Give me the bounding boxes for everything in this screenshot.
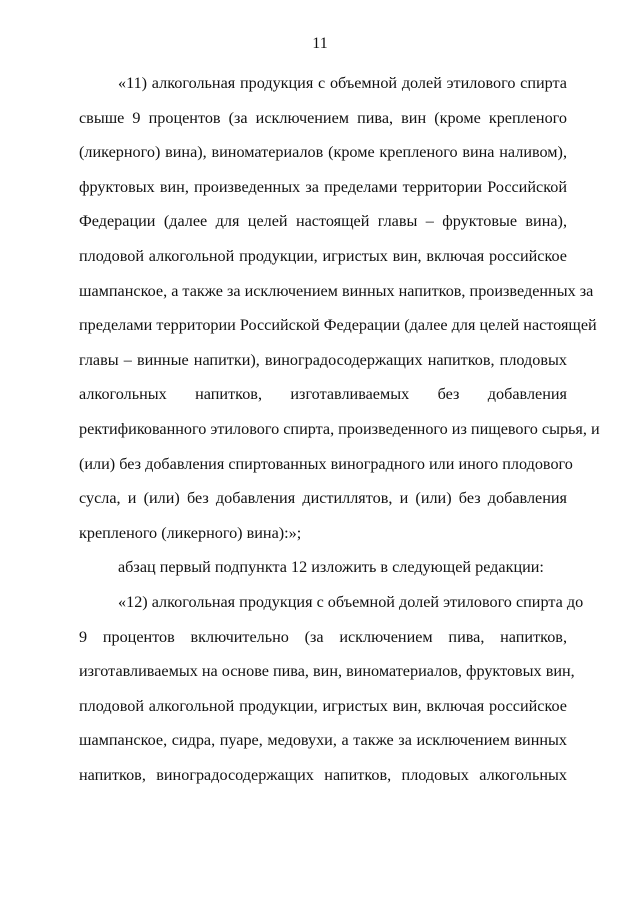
paragraph-subitem-11: [79, 66, 600, 550]
paragraph-subitem-12: [79, 585, 584, 793]
text-line: свыше 9 процентов (за исключением пива, вин (кроме крепленого: [79, 108, 567, 127]
text-line: шампанское, а также за исключением винных напитков, произведенных за: [79, 281, 594, 300]
text-line: «11) алкогольная продукция с объемной долей этилового спирта: [118, 74, 567, 92]
text-line: плодовой алкогольной продукции, игристых вин, включая российское: [79, 696, 567, 715]
text-line: (ликерного) вина), виноматериалов (кроме крепленого вина наливом),: [79, 143, 567, 162]
page-number: 11: [312, 35, 328, 52]
text-line: изготавливаемых на основе пива, вин, виноматериалов, фруктовых вин,: [79, 662, 575, 681]
text-line: 9 процентов включительно (за исключением пива, напитков,: [79, 627, 567, 646]
text-line: главы – винные напитки), виноградосодержащих напитков, плодовых: [79, 350, 567, 369]
text-line: (или) без добавления спиртованных виноградного или иного плодового: [79, 454, 573, 473]
text-line: абзац первый подпункта 12 изложить в следующей редакции:: [118, 558, 544, 577]
paragraph-instruction: [79, 550, 567, 585]
text-line: сусла, и (или) без добавления дистиллятов, и (или) без добавления: [79, 489, 567, 508]
text-line: «12) алкогольная продукция с объемной долей этилового спирта до: [118, 592, 584, 611]
text-line: Федерации (далее для целей настоящей главы – фруктовые вина),: [79, 212, 567, 231]
text-line: алкогольных напитков, изготавливаемых без добавления: [79, 385, 567, 404]
document-body: [79, 66, 600, 792]
text-line: пределами территории Российской Федерации (далее для целей настоящей: [79, 316, 597, 335]
text-line: крепленого (ликерного) вина):»;: [79, 523, 302, 542]
text-line: плодовой алкогольной продукции, игристых вин, включая российское: [79, 246, 567, 265]
text-line: напитков, виноградосодержащих напитков, плодовых алкогольных: [79, 765, 567, 784]
text-line: ректификованного этилового спирта, произведенного из пищевого сырья, и: [79, 419, 600, 438]
text-line: фруктовых вин, произведенных за пределами территории Российской: [79, 177, 567, 196]
text-line: шампанское, сидра, пуаре, медовухи, а также за исключением винных: [79, 731, 567, 750]
